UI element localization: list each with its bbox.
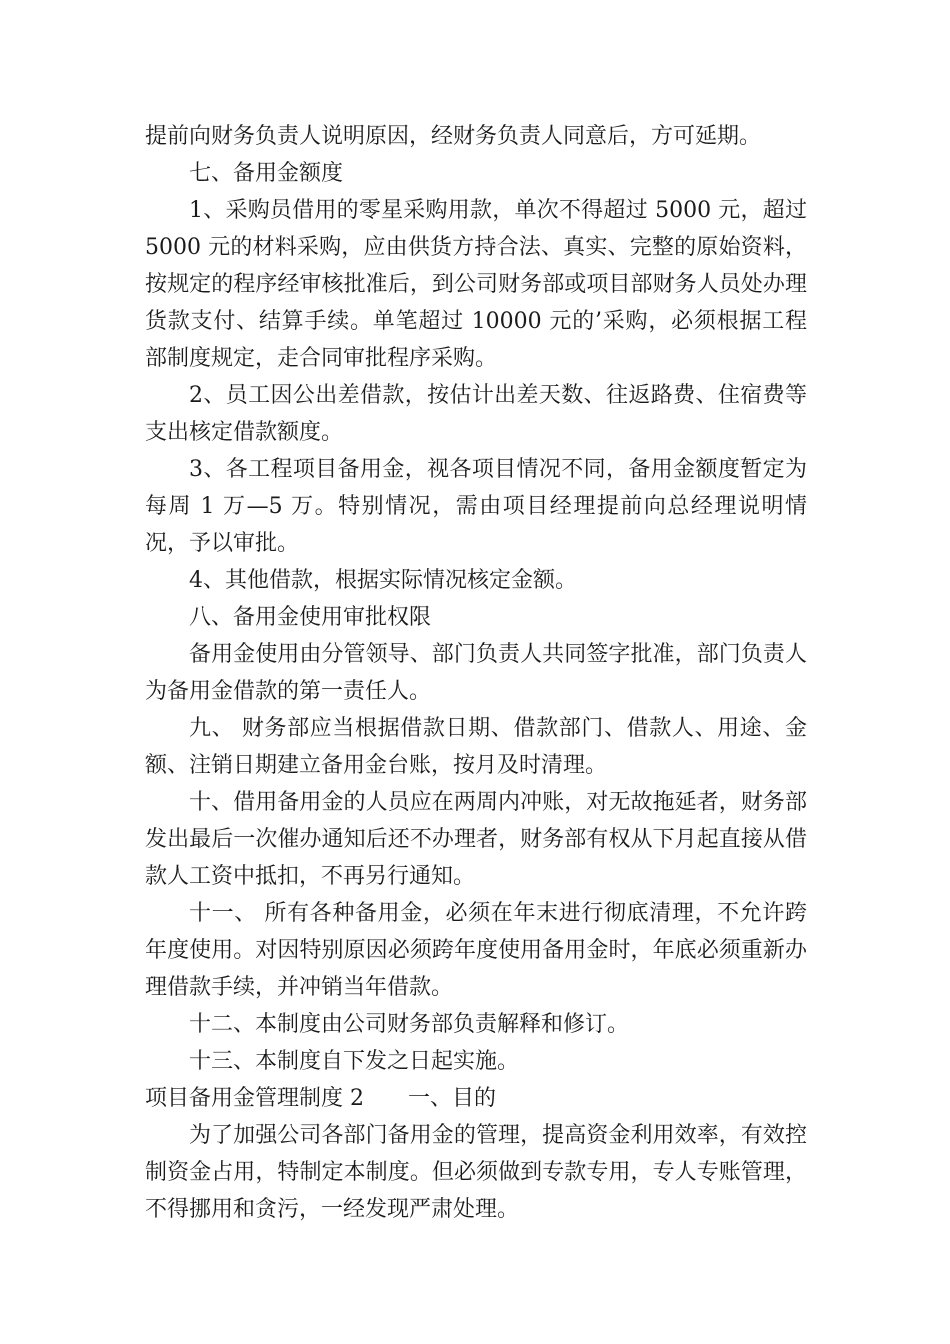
- paragraph: 为了加强公司各部门备用金的管理，提高资金利用效率，有效控制资金占用，特制定本制度。但必须做到专款专用，专人专账管理，不得挪用和贪污，一经发现严肃处理。: [145, 1123, 807, 1222]
- paragraph: 1、采购员借用的零星采购用款，单次不得超过 5000 元，超过 5000 元的材料采购，应由供货方持合法、真实、完整的原始资料，按规定的程序经审核批准后，到公司财务部或项目部财务人员处办理货款支付、结算手续。单笔超过 10000 元的’采购，必须根据工程部制度规定，走合同审批程序采购。: [145, 198, 807, 371]
- paragraph: 4、其他借款，根据实际情况核定金额。: [189, 568, 577, 593]
- paragraph: 十二、本制度由公司财务部负责解释和修订。: [189, 1012, 630, 1037]
- document-section-title: [145, 1080, 807, 1117]
- paragraph: 备用金使用由分管领导、部门负责人共同签字批准，部门负责人为备用金借款的第一责任人。: [145, 642, 807, 704]
- section-heading-7: 七、备用金额度: [189, 161, 344, 186]
- paragraph: 2、员工因公出差借款，按估计出差天数、往返路费、住宿费等支出核定借款额度。: [145, 383, 807, 445]
- paragraph: 3、各工程项目备用金，视各项目情况不同，备用金额度暂定为每周 1 万—5 万。特别情况，需由项目经理提前向总经理说明情况，予以审批。: [145, 457, 807, 556]
- paragraph: 九、 财务部应当根据借款日期、借款部门、借款人、用途、金额、注销日期建立备用金台账，按月及时清理。: [145, 716, 807, 778]
- paragraph: 十、借用备用金的人员应在两周内冲账，对无故拖延者，财务部发出最后一次催办通知后还不办理者，财务部有权从下月起直接从借款人工资中抵扣，不再另行通知。: [145, 790, 807, 889]
- paragraph: 提前向财务负责人说明原因，经财务负责人同意后，方可延期。: [145, 124, 762, 149]
- section-heading-8: 八、备用金使用审批权限: [189, 605, 432, 630]
- paragraph: 十一、 所有各种备用金，必须在年末进行彻底清理，不允许跨年度使用。对因特别原因必须跨年度使用备用金时，年底必须重新办理借款手续，并冲销当年借款。: [145, 901, 807, 1000]
- section-subtitle: 一、目的: [408, 1086, 497, 1111]
- paragraph: 十三、本制度自下发之日起实施。: [189, 1049, 520, 1074]
- document-body: [145, 118, 807, 1228]
- document-title: 项目备用金管理制度 2: [145, 1086, 364, 1111]
